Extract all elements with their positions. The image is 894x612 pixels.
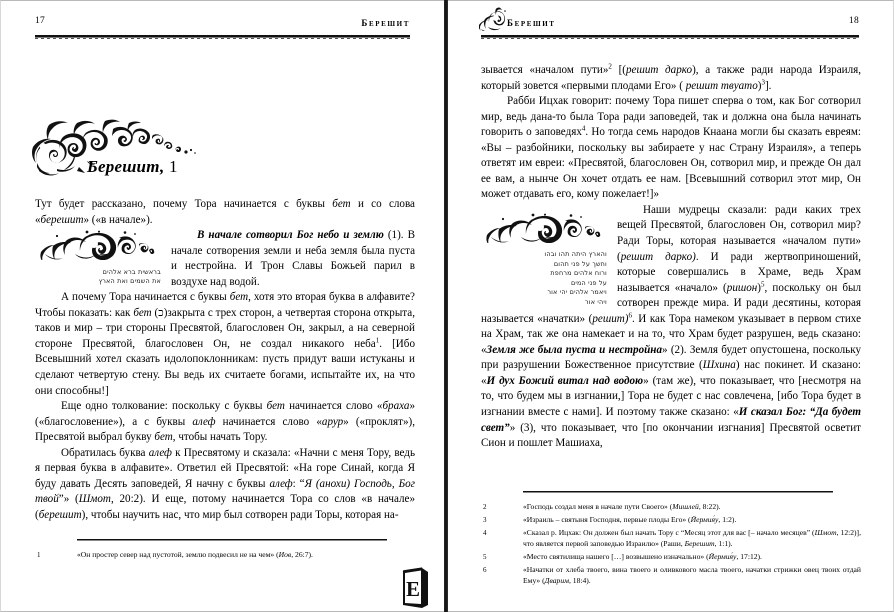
footnote-text: «Господь создал меня в начале пути Своего» (Мишлей, 8:22). (523, 501, 721, 511)
right-page (447, 0, 894, 612)
hebrew-line: על פני המים (570, 278, 607, 287)
hebrew-line: וחשך על פני תהום (553, 259, 607, 268)
hebrew-line: ויאמר אלהים יהי אור (547, 288, 607, 297)
footnote-item (481, 565, 861, 586)
hebrew-line: והארץ היתה תהו ובהו (544, 250, 607, 259)
small-floral-ornament-icon (485, 213, 605, 243)
left-running-head (35, 15, 410, 37)
footnote-item (481, 515, 861, 526)
left-page-folio: 17 (35, 16, 46, 26)
paragraph: зывается «началом пути»$^2$ [(решит дарко), а также ради народа Израиля, который зовется «первыми плодами Его» ( решит твуато)$^3$]. (481, 62, 862, 92)
small-floral-ornament-icon (39, 230, 159, 260)
footnote-item (481, 528, 861, 549)
right-page-body (481, 63, 861, 452)
footnote-text: «Он простер север над пустотой, землю подвесил не на чем» (Иов, 26:7). (77, 549, 313, 559)
right-page-folio: 18 (848, 16, 859, 26)
footnote-item (481, 502, 861, 513)
footnote-number: 4 (483, 529, 487, 538)
right-running-head-title: берешит (507, 15, 556, 29)
right-page-footnotes (481, 491, 861, 589)
margin-note-right (481, 213, 609, 307)
hebrew-line: את השמים ואת הארץ (98, 277, 161, 286)
footnote-item (481, 552, 861, 563)
right-running-head-rule (481, 35, 859, 38)
footnote-number: 1 (37, 550, 41, 559)
left-page-body (35, 197, 415, 523)
hebrew-line: בראשית ברא אלהים (102, 267, 161, 276)
left-page-footnotes (35, 539, 415, 563)
paragraph: А почему Тора начинается с буквы бет, хотя это вторая буква в алфавите? Чтобы показать: как бет (כ)закрыта с трех сторон, а четвертая сторона открыта, таков и мир – три стороны Пресвятой, благословен Он, закрыл, а на северной стороне Пресвятой, благословен Он, не создал никакого неба$^1$. [Ибо Всевышний хотел сказать идолопоклонникам: пусть придут ваши истуканы и сделают четвертую стену. Вы ведь их считаете богами, испытайте их, на что они способны!] (35, 291, 415, 397)
footnote-separator-rule (523, 491, 833, 493)
hebrew-line: ויהי אור (584, 297, 607, 306)
footnote-text: «Начатки от хлеба твоего, вина твоего и оливкового масла твоего, начатки стрижки овец твоих отдай Ему» (Дварим, 18:4). (523, 565, 861, 585)
left-running-head-rule (35, 35, 410, 38)
right-running-head (481, 15, 859, 37)
margin-note-left (35, 230, 163, 286)
chapter-title (87, 157, 178, 177)
paragraph: Еще одно толкование: поскольку с буквы бет начинается слово «браха» («благословение»), а с буквы алеф начинается слово «арур» («проклят»), Пресвятой выбрал букву бет, чтобы начать Тору. (35, 400, 416, 444)
footnote-separator-rule (77, 539, 387, 541)
hebrew-verse-margin (35, 268, 163, 287)
footnote-text: «Израиль – святыня Господня, первые плоды Его» (Йермия́у, 1:2). (523, 515, 737, 525)
footnote-number: 2 (483, 502, 487, 511)
chapter-title-text: Берешит, (87, 157, 165, 176)
hebrew-line: ורוח אלהים מרחפת (550, 269, 607, 278)
paragraph: Наши мудрецы сказали: ради каких трех вещей Пресвятой, благословен Он, сотворил мир? Ради Торы, которая называется «началом пути» (решит дарко). И ради жертвоприношений, которые совершались в Храме, ведь Храм называется «начало» (ришон)$^5$, поскольку он был сотворен прежде мира. И ради десятины, которая называется «начатки» (решит)$^6$. И как Тора намеком указывает в первом стихе на Храм, так же она намекает и на то, что Храм будет разрушен, ведь сказано: «Земля же была пуста и нестройна» (2). Земля будет опустошена, поскольку при разрушении Божественное присутствие (Шхина) нас покинет. И сказано: «И дух Божий витал над водою» (там же), что показывает, что [несмотря на то, что будем мы в изгнании,] Тора не будет с нас совлечена, [ибо Тора будет в изгнании вместе с нами]. И поэтому также сказано: «И сказал Бог: “Да будет свет”» (3), что показывает, что [по окончании изгнания] Пресвятой осветит Сион и пошлет Машиаха, (481, 203, 862, 450)
footnote-text: «Место святилища нашего […] возвышено изначально» (Йермия́у, 17:12). (523, 552, 762, 562)
footnote-number: 5 (483, 553, 487, 562)
paragraph: В начале сотворил Бог небо и землю (1). В начале сотворения земли и неба земля была пуста и нестройна. И Трон Славы Божьей парил в воздухе над водой. (171, 229, 415, 288)
chapter-opener (27, 117, 287, 187)
paragraph: Тут будет рассказано, почему Тора начинается с буквы бет и со слова «берешит» («в начале»). (35, 198, 415, 226)
footnote-number: 6 (483, 566, 487, 575)
paragraph: Обратилась буква алеф к Пресвятому и сказала: «Начни с меня Тору, ведь я первая буква в алфавите». Ответил ей Пресвятой: «На горе Синай, когда Я буду давать Десять заповедей, Я начну с буквы алеф: “Я (анохи) Господь, Бог твой”» (Шмот, 20:2). И еще, потому начинается Тора со слов «в начале» (берешит), чтобы научить нас, что мир был сотворен ради Торы, которая на- (35, 446, 416, 521)
publisher-emblem-icon (398, 567, 432, 609)
chapter-number: 1 (168, 157, 178, 176)
svg-text:Е: Е (405, 577, 421, 601)
paragraph: Рабби Ицхак говорит: почему Тора пишет сперва о том, как Бог сотворил мир, ведь дана-то была Тора ради заповедей, так и должна она была начинать говорить о заповедях$^4$. Но тогда семь народов Кнаана могли бы сказать евреям: «Вы – разбойники, поскольку вы забираете у нас Страну Израиля», а теперь ответят им евреи: «Пресвятой, благословен Он, сотворил мир, и прежде Он дал ее вам, а нынче Он хочет отдать ее нам. [Всевышний сотворил этот мир, Он может отдавать его, кому пожелает!]» (481, 95, 861, 201)
hebrew-verse-margin (481, 250, 609, 306)
left-running-head-title: берешит (361, 15, 410, 29)
footnote-number: 3 (483, 516, 487, 525)
footnote-text: «Сказал р. Ицхак: Он должен был начать Тору с “Месяц этот для вас [– начало месяцев” (Шмот, 12:2)], что является первой заповедью Израилю» (Раши, Берешит, 1:1). (523, 528, 861, 548)
header-flourish-icon (479, 7, 509, 31)
footnote-item (35, 550, 415, 561)
